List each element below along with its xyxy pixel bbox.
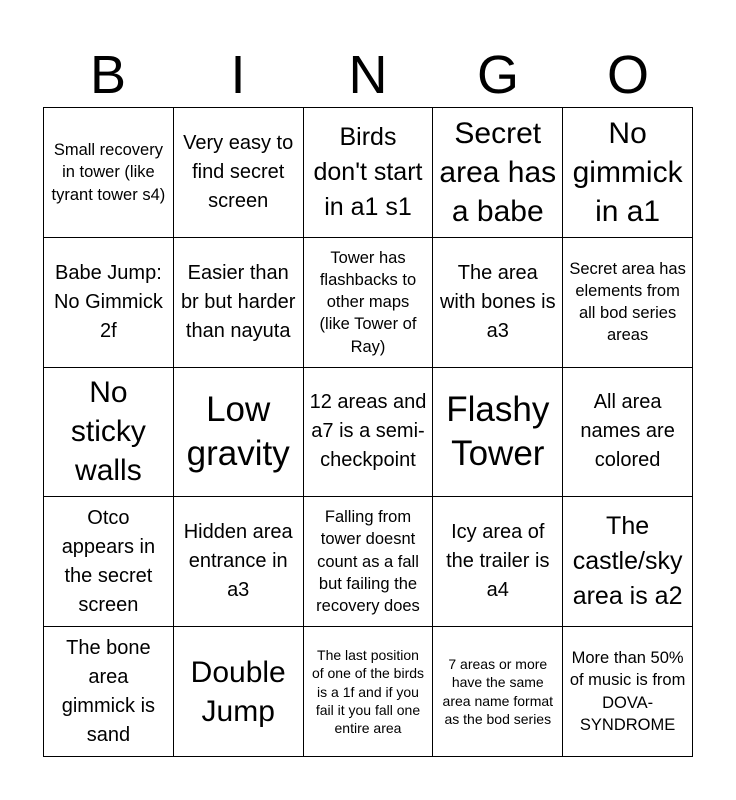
header-letter-b: B	[89, 45, 127, 105]
cell-text: The area with bones is a3	[439, 261, 556, 342]
cell-text: Hidden area entrance in a3	[183, 521, 293, 602]
cell-text: Birds don't start in a1 s1	[313, 122, 423, 221]
bingo-cell[interactable]	[563, 108, 693, 238]
bingo-cell[interactable]	[563, 497, 693, 627]
header-letter-g: G	[476, 45, 519, 105]
cell-text: Babe Jump: No Gimmick 2f	[53, 261, 163, 342]
header-letter-o: O	[606, 45, 649, 105]
cell-text: Low gravity	[186, 390, 290, 473]
cell-text: The last position of one of the birds is a 1f and if you fail it you fall one entire area	[311, 647, 425, 736]
cell-text: 12 areas and a7 is a semi-checkpoint	[309, 391, 427, 472]
header-letter-i: I	[230, 45, 246, 105]
cell-text: Very easy to find secret screen	[183, 131, 294, 212]
bingo-cell[interactable]	[174, 108, 304, 238]
bingo-cell[interactable]	[433, 108, 563, 238]
cell-text: No gimmick in a1	[572, 116, 683, 228]
cell-text: Otco appears in the secret screen	[61, 506, 156, 616]
cell-text: All area names are colored	[580, 391, 675, 472]
bingo-cell[interactable]	[174, 368, 304, 498]
cell-text: Small recovery in tower (like tyrant tower s4)	[51, 141, 166, 204]
cell-text: The bone area gimmick is sand	[61, 636, 156, 746]
bingo-cell[interactable]	[433, 497, 563, 627]
cell-text: Secret area has elements from all bod series areas	[569, 259, 686, 345]
cell-text: Falling from tower doesnt count as a fall but failing the recovery does	[316, 508, 420, 616]
bingo-cell[interactable]	[44, 238, 174, 368]
cell-text: Icy area of the trailer is a4	[446, 521, 550, 602]
bingo-cell[interactable]	[563, 238, 693, 368]
bingo-header	[43, 44, 693, 106]
bingo-cell[interactable]	[433, 238, 563, 368]
cell-text: Tower has flashbacks to other maps (like Tower of Ray)	[319, 248, 417, 356]
bingo-grid	[43, 107, 693, 757]
cell-text: Double Jump	[190, 655, 286, 728]
bingo-cell[interactable]	[304, 238, 434, 368]
header-letter-n: N	[348, 45, 388, 105]
bingo-cell[interactable]	[304, 627, 434, 757]
cell-text: The castle/sky area is a2	[572, 512, 683, 611]
bingo-cell[interactable]	[44, 108, 174, 238]
bingo-cell[interactable]	[44, 497, 174, 627]
cell-text: More than 50% of music is from DOVA-SYNDROME	[569, 649, 686, 734]
cell-text: Easier than br but harder than nayuta	[180, 261, 296, 342]
bingo-cell[interactable]	[44, 368, 174, 498]
bingo-cell[interactable]	[174, 497, 304, 627]
cell-text: No sticky walls	[70, 376, 146, 488]
bingo-cell[interactable]	[563, 627, 693, 757]
cell-text: Secret area has a babe	[439, 116, 557, 228]
bingo-cell[interactable]	[174, 627, 304, 757]
bingo-cell[interactable]	[174, 238, 304, 368]
bingo-cell[interactable]	[433, 368, 563, 498]
cell-text: Flashy Tower	[446, 390, 550, 473]
bingo-cell[interactable]	[563, 368, 693, 498]
bingo-cell[interactable]	[304, 108, 434, 238]
bingo-cell[interactable]	[304, 497, 434, 627]
bingo-cell[interactable]	[304, 368, 434, 498]
bingo-cell[interactable]	[433, 627, 563, 757]
cell-text: 7 areas or more have the same area name format as the bod series	[442, 656, 554, 727]
bingo-cell[interactable]	[44, 627, 174, 757]
